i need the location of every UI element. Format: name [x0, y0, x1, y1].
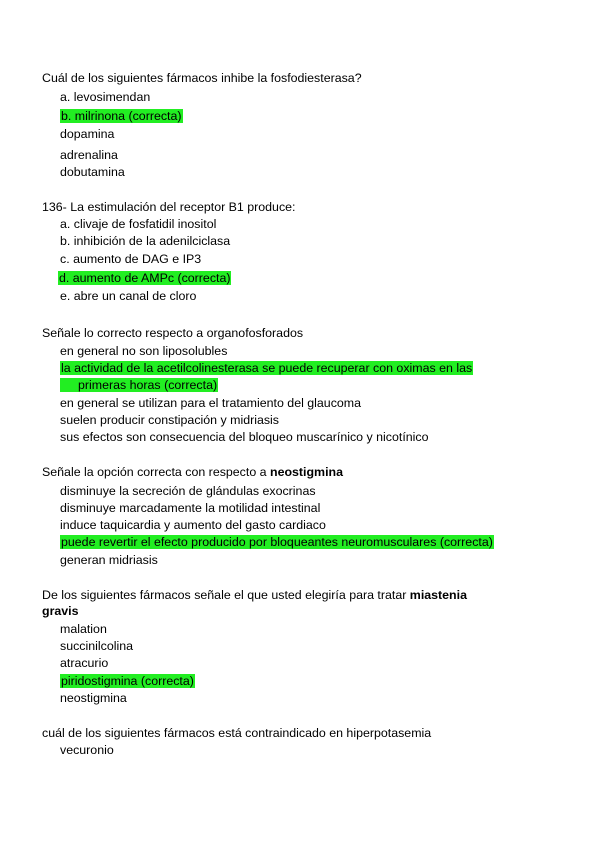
- option: vecuronio: [60, 743, 114, 757]
- option: generan midriasis: [60, 553, 158, 567]
- question-5-cont: gravis: [42, 604, 79, 618]
- option: succinilcolina: [60, 639, 134, 653]
- correct-highlight: piridostigmina (correcta): [61, 674, 194, 688]
- correct-highlight: puede revertir el efecto producido por bloqueantes neuromusculares (correcta): [61, 535, 493, 549]
- question-6: cuál de los siguientes fármacos está contraindicado en hiperpotasemia: [42, 726, 432, 740]
- option: disminuye marcadamente la motilidad intestinal: [60, 501, 321, 515]
- option: dobutamina: [60, 165, 125, 179]
- option-correct: [58, 270, 231, 286]
- question-3: Señale lo correcto respecto a organofosforados: [42, 326, 304, 340]
- option-correct-cont: [60, 377, 218, 393]
- option-correct: [60, 108, 183, 124]
- option: b. inhibición de la adenilciclasa: [60, 234, 231, 248]
- option: malation: [60, 622, 107, 636]
- option: neostigmina: [60, 691, 127, 705]
- question-5: De los siguientes fármacos señale el que usted elegiría para tratar miastenia: [42, 588, 467, 602]
- option: c. aumento de DAG e IP3: [60, 252, 202, 266]
- option-correct: [60, 534, 494, 550]
- option-correct: [60, 360, 473, 376]
- option: dopamina: [60, 127, 115, 141]
- correct-highlight: la actividad de la acetilcolinesterasa se puede recuperar con oximas en las: [61, 361, 473, 375]
- question-2: 136- La estimulación del receptor B1 produce:: [42, 200, 296, 214]
- option: a. clivaje de fosfatidil inositol: [60, 217, 217, 231]
- option: suelen producir constipación y midriasis: [60, 413, 280, 427]
- option: induce taquicardia y aumento del gasto cardiaco: [60, 518, 326, 532]
- question-4: Señale la opción correcta con respecto a neostigmina: [42, 465, 343, 479]
- option: e. abre un canal de cloro: [60, 289, 197, 303]
- option-correct: [60, 673, 195, 689]
- option: sus efectos son consecuencia del bloqueo muscarínico y nicotínico: [60, 430, 429, 444]
- option: en general no son liposolubles: [60, 344, 228, 358]
- correct-highlight: b. milrinona (correcta): [61, 109, 182, 123]
- option: atracurio: [60, 656, 109, 670]
- option: disminuye la secreción de glándulas exocrinas: [60, 484, 316, 498]
- option: adrenalina: [60, 148, 118, 162]
- option: a. levosimendan: [60, 90, 151, 104]
- correct-highlight: d. aumento de AMPc (correcta): [59, 271, 231, 285]
- correct-highlight: primeras horas (correcta): [60, 378, 218, 392]
- option: en general se utilizan para el tratamiento del glaucoma: [60, 396, 361, 410]
- question-1: Cuál de los siguientes fármacos inhibe la fosfodiesterasa?: [42, 71, 362, 85]
